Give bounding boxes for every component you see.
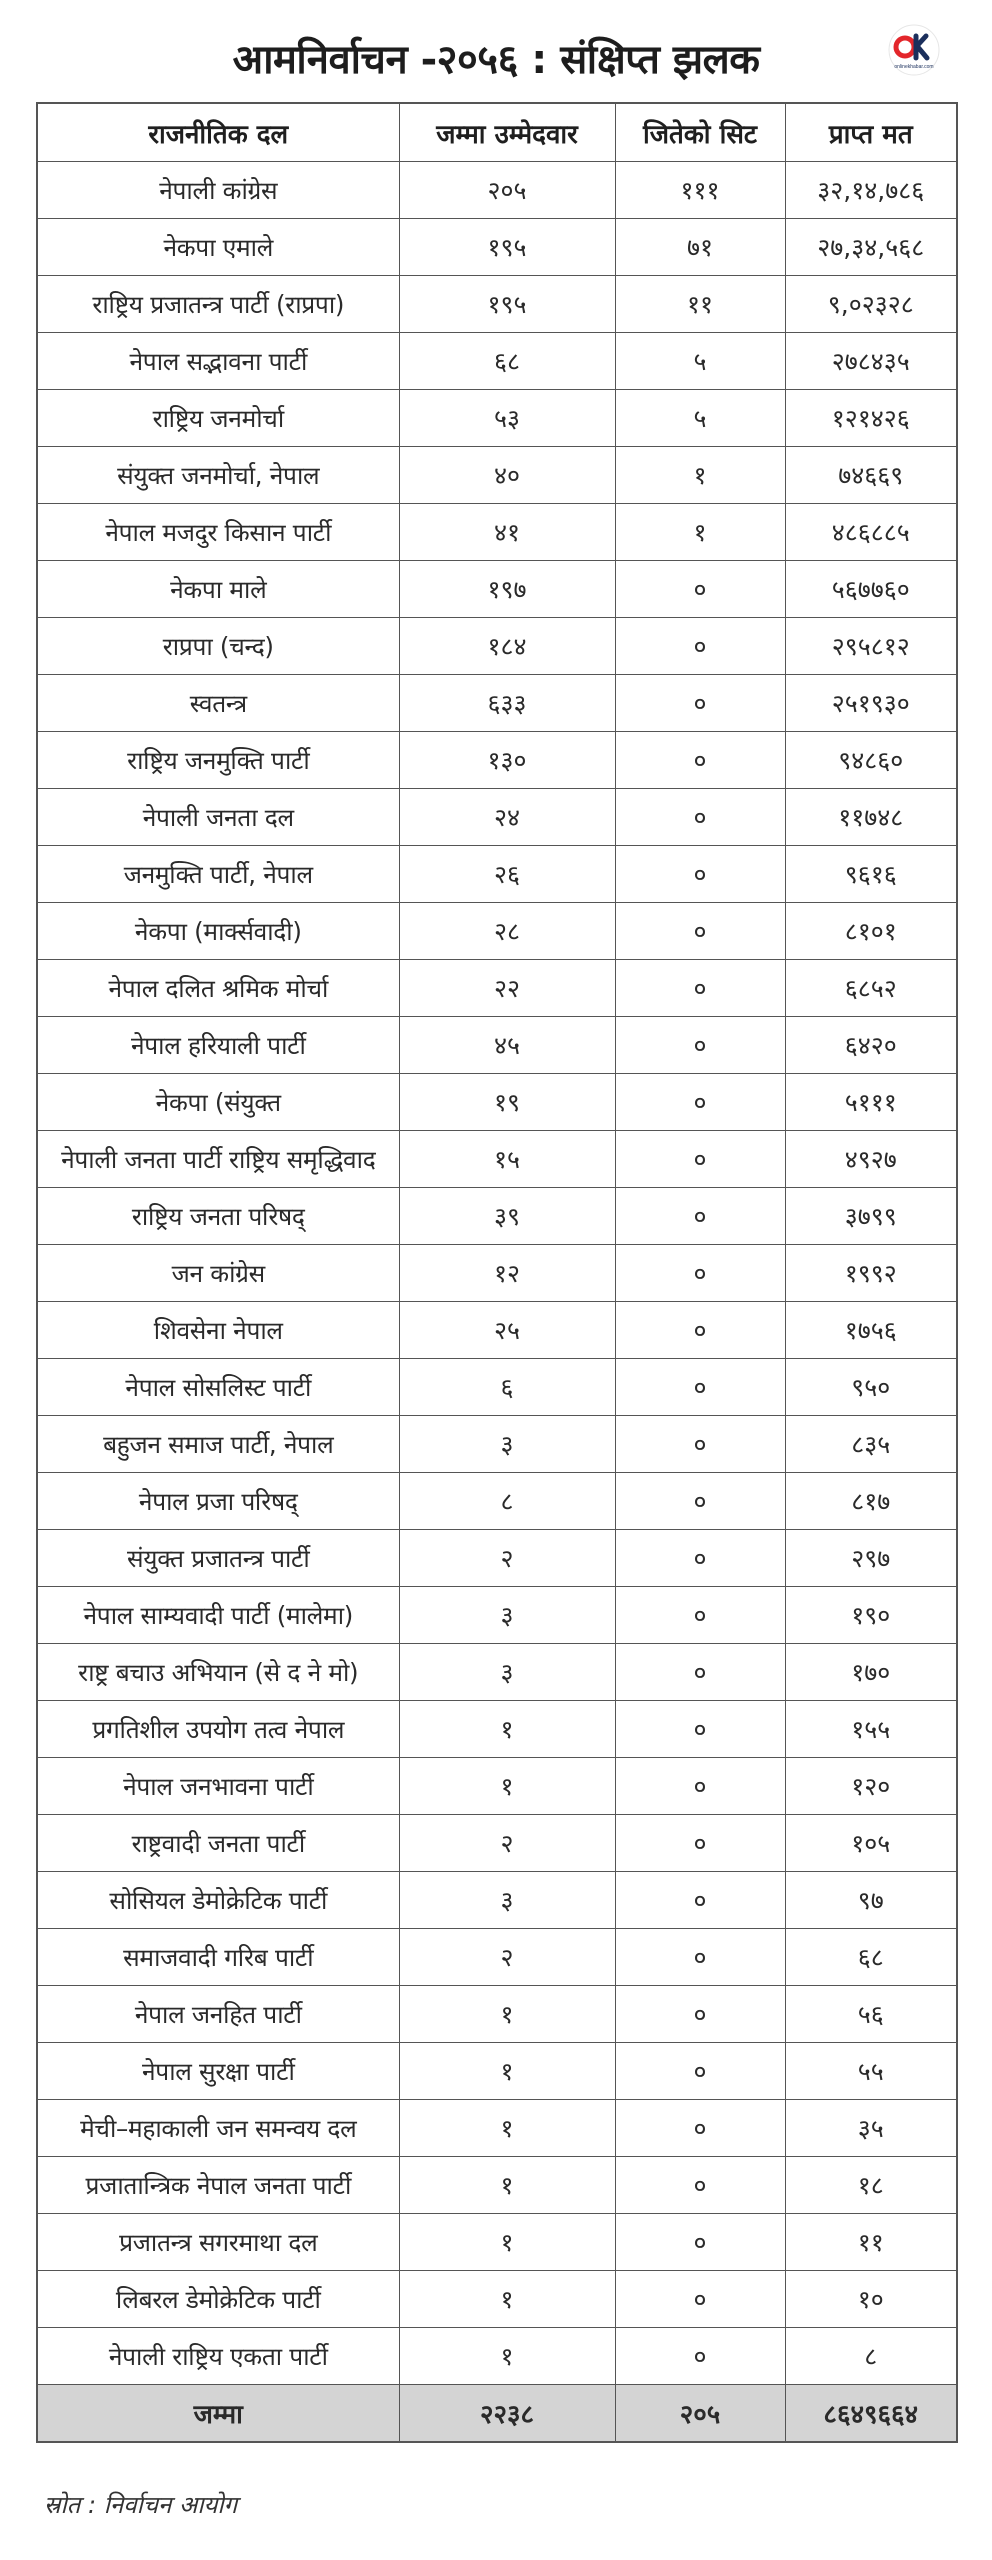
candidate-count: ६३३: [399, 675, 615, 732]
candidate-count: ४५: [399, 1017, 615, 1074]
table-row: [37, 219, 957, 276]
seats-won: ०: [615, 1587, 785, 1644]
table-row: [37, 1017, 957, 1074]
seats-won: ०: [615, 1872, 785, 1929]
candidate-count: १: [399, 2328, 615, 2385]
seats-won: ०: [615, 1530, 785, 1587]
table-row: [37, 2157, 957, 2214]
seats-won: ०: [615, 1473, 785, 1530]
seats-won: ०: [615, 1986, 785, 2043]
votes-received: ३७९९: [785, 1188, 957, 1245]
candidate-count: १९५: [399, 219, 615, 276]
seats-won: ०: [615, 2100, 785, 2157]
seats-won: ७१: [615, 219, 785, 276]
party-name: नेकपा (संयुक्त: [37, 1074, 399, 1131]
votes-received: ७४६६९: [785, 447, 957, 504]
seats-won: ०: [615, 1245, 785, 1302]
seats-won: ०: [615, 1131, 785, 1188]
votes-received: ८१०१: [785, 903, 957, 960]
seats-won: ०: [615, 903, 785, 960]
table-row: [37, 1188, 957, 1245]
seats-won: ०: [615, 2271, 785, 2328]
votes-received: ५६: [785, 1986, 957, 2043]
party-name: नेपाली राष्ट्रिय एकता पार्टी: [37, 2328, 399, 2385]
candidate-count: १: [399, 2157, 615, 2214]
party-name: नेपाल जनभावना पार्टी: [37, 1758, 399, 1815]
candidate-count: १: [399, 1701, 615, 1758]
table-row: [37, 1530, 957, 1587]
votes-received: ९७: [785, 1872, 957, 1929]
column-header-candidates: जम्मा उम्मेदवार: [399, 103, 615, 162]
party-name: नेकपा माले: [37, 561, 399, 618]
total-row: [37, 2385, 957, 2443]
table-row: [37, 1701, 957, 1758]
seats-won: ०: [615, 1188, 785, 1245]
votes-received: ९,०२३२८: [785, 276, 957, 333]
votes-received: ५६७७६०: [785, 561, 957, 618]
votes-received: ६८५२: [785, 960, 957, 1017]
party-name: जनमुक्ति पार्टी, नेपाल: [37, 846, 399, 903]
seats-won: ०: [615, 1758, 785, 1815]
seats-won: ०: [615, 960, 785, 1017]
logo-subtext: onlinekhabar.com: [894, 64, 934, 70]
table-row: [37, 2328, 957, 2385]
column-header-votes: प्राप्त मत: [785, 103, 957, 162]
party-name: नेपाल प्रजा परिषद्: [37, 1473, 399, 1530]
header: [0, 0, 992, 100]
votes-received: २५१९३०: [785, 675, 957, 732]
table-row: [37, 1473, 957, 1530]
votes-received: ८३५: [785, 1416, 957, 1473]
party-name: राष्ट्र बचाउ अभियान (से द ने मो): [37, 1644, 399, 1701]
candidate-count: १३०: [399, 732, 615, 789]
candidate-count: ८: [399, 1473, 615, 1530]
party-name: सोसियल डेमोक्रेटिक पार्टी: [37, 1872, 399, 1929]
party-name: संयुक्त जनमोर्चा, नेपाल: [37, 447, 399, 504]
election-results-table: [36, 102, 958, 2443]
candidate-count: १९५: [399, 276, 615, 333]
candidate-count: १: [399, 1986, 615, 2043]
votes-received: ३२,१४,७८६: [785, 162, 957, 219]
seats-won: ०: [615, 1359, 785, 1416]
party-name: राष्ट्रिय प्रजातन्त्र पार्टी (राप्रपा): [37, 276, 399, 333]
votes-received: ८१७: [785, 1473, 957, 1530]
source-note: स्रोत : निर्वाचन आयोग: [44, 2491, 238, 2519]
party-name: राष्ट्रवादी जनता पार्टी: [37, 1815, 399, 1872]
votes-received: ५१११: [785, 1074, 957, 1131]
candidate-count: १: [399, 2271, 615, 2328]
total-candidates: २२३८: [399, 2385, 615, 2443]
table-row: [37, 504, 957, 561]
votes-received: १२१४२६: [785, 390, 957, 447]
party-name: संयुक्त प्रजातन्त्र पार्टी: [37, 1530, 399, 1587]
seats-won: ०: [615, 1074, 785, 1131]
page-title: आमनिर्वाचन -२०५६ : संक्षिप्त झलक: [232, 37, 760, 83]
table-row: [37, 846, 957, 903]
party-name: राष्ट्रिय जनमुक्ति पार्टी: [37, 732, 399, 789]
party-name: नेपाली कांग्रेस: [37, 162, 399, 219]
table-row: [37, 162, 957, 219]
table-row: [37, 1872, 957, 1929]
table-row: [37, 1302, 957, 1359]
candidate-count: १: [399, 2100, 615, 2157]
party-name: शिवसेना नेपाल: [37, 1302, 399, 1359]
table-row: [37, 1929, 957, 1986]
candidate-count: २४: [399, 789, 615, 846]
votes-received: ९४८६०: [785, 732, 957, 789]
candidate-count: ५३: [399, 390, 615, 447]
votes-received: १७०: [785, 1644, 957, 1701]
seats-won: १११: [615, 162, 785, 219]
party-name: राष्ट्रिय जनमोर्चा: [37, 390, 399, 447]
seats-won: १: [615, 447, 785, 504]
votes-received: ११७४८: [785, 789, 957, 846]
candidate-count: २: [399, 1815, 615, 1872]
candidate-count: १: [399, 2043, 615, 2100]
candidate-count: ३: [399, 1587, 615, 1644]
party-name: नेपाल साम्यवादी पार्टी (मालेमा): [37, 1587, 399, 1644]
table-row: [37, 1644, 957, 1701]
table-row: [37, 675, 957, 732]
candidate-count: ४१: [399, 504, 615, 561]
seats-won: ०: [615, 561, 785, 618]
votes-received: २७८४३५: [785, 333, 957, 390]
party-name: नेपाल मजदुर किसान पार्टी: [37, 504, 399, 561]
votes-received: ४८६८८५: [785, 504, 957, 561]
votes-received: ११: [785, 2214, 957, 2271]
table-row: [37, 732, 957, 789]
table-row: [37, 960, 957, 1017]
seats-won: ०: [615, 618, 785, 675]
candidate-count: ३: [399, 1416, 615, 1473]
party-name: प्रजातान्त्रिक नेपाल जनता पार्टी: [37, 2157, 399, 2214]
party-name: स्वतन्त्र: [37, 675, 399, 732]
table-row: [37, 333, 957, 390]
seats-won: ०: [615, 1302, 785, 1359]
table-row: [37, 390, 957, 447]
votes-received: २९७: [785, 1530, 957, 1587]
candidate-count: १: [399, 2214, 615, 2271]
table-row: [37, 447, 957, 504]
votes-received: ५५: [785, 2043, 957, 2100]
table-row: [37, 2043, 957, 2100]
party-name: नेपाल सोसलिस्ट पार्टी: [37, 1359, 399, 1416]
votes-received: २७,३४,५६८: [785, 219, 957, 276]
votes-received: १९९२: [785, 1245, 957, 1302]
seats-won: ०: [615, 1701, 785, 1758]
seats-won: ०: [615, 789, 785, 846]
table-row: [37, 618, 957, 675]
table-row: [37, 1131, 957, 1188]
table-row: [37, 276, 957, 333]
seats-won: ०: [615, 675, 785, 732]
votes-received: १२०: [785, 1758, 957, 1815]
seats-won: ०: [615, 1929, 785, 1986]
seats-won: ५: [615, 390, 785, 447]
party-name: नेपाल सुरक्षा पार्टी: [37, 2043, 399, 2100]
table-row: [37, 1245, 957, 1302]
party-name: नेपाल सद्भावना पार्टी: [37, 333, 399, 390]
candidate-count: ४०: [399, 447, 615, 504]
seats-won: १: [615, 504, 785, 561]
table-row: [37, 2214, 957, 2271]
party-name: राष्ट्रिय जनता परिषद्: [37, 1188, 399, 1245]
votes-received: १५५: [785, 1701, 957, 1758]
seats-won: ०: [615, 846, 785, 903]
seats-won: ०: [615, 2043, 785, 2100]
total-votes: ८६४९६६४: [785, 2385, 957, 2443]
votes-received: ६४२०: [785, 1017, 957, 1074]
seats-won: ०: [615, 1644, 785, 1701]
seats-won: ०: [615, 1815, 785, 1872]
candidate-count: २८: [399, 903, 615, 960]
party-name: नेकपा एमाले: [37, 219, 399, 276]
candidate-count: १९७: [399, 561, 615, 618]
column-header-party: राजनीतिक दल: [37, 103, 399, 162]
candidate-count: ३: [399, 1872, 615, 1929]
table-row: [37, 561, 957, 618]
onlinekhabar-logo: [883, 24, 945, 80]
seats-won: ०: [615, 732, 785, 789]
seats-won: ०: [615, 2214, 785, 2271]
votes-received: ३५: [785, 2100, 957, 2157]
table-row: [37, 1815, 957, 1872]
seats-won: ११: [615, 276, 785, 333]
table-row: [37, 1359, 957, 1416]
votes-received: ९५०: [785, 1359, 957, 1416]
votes-received: ९६१६: [785, 846, 957, 903]
total-label: जम्मा: [37, 2385, 399, 2443]
votes-received: २९५८१२: [785, 618, 957, 675]
table-row: [37, 1416, 957, 1473]
votes-received: १८: [785, 2157, 957, 2214]
table-row: [37, 1074, 957, 1131]
candidate-count: २: [399, 1929, 615, 1986]
candidate-count: ३: [399, 1644, 615, 1701]
party-name: राप्रपा (चन्द): [37, 618, 399, 675]
candidate-count: २०५: [399, 162, 615, 219]
candidate-count: १९: [399, 1074, 615, 1131]
table-row: [37, 1986, 957, 2043]
votes-received: ८: [785, 2328, 957, 2385]
votes-received: ६८: [785, 1929, 957, 1986]
party-name: नेपाली जनता पार्टी राष्ट्रिय समृद्धिवाद: [37, 1131, 399, 1188]
candidate-count: १: [399, 1758, 615, 1815]
candidate-count: १२: [399, 1245, 615, 1302]
seats-won: ०: [615, 1416, 785, 1473]
votes-received: १०५: [785, 1815, 957, 1872]
seats-won: ०: [615, 1017, 785, 1074]
votes-received: १९०: [785, 1587, 957, 1644]
candidate-count: १५: [399, 1131, 615, 1188]
party-name: प्रगतिशील उपयोग तत्व नेपाल: [37, 1701, 399, 1758]
party-name: नेपाली जनता दल: [37, 789, 399, 846]
party-name: बहुजन समाज पार्टी, नेपाल: [37, 1416, 399, 1473]
party-name: मेची–महाकाली जन समन्वय दल: [37, 2100, 399, 2157]
candidate-count: १८४: [399, 618, 615, 675]
total-seats: २०५: [615, 2385, 785, 2443]
seats-won: ५: [615, 333, 785, 390]
votes-received: १०: [785, 2271, 957, 2328]
candidate-count: २५: [399, 1302, 615, 1359]
party-name: नेपाल जनहित पार्टी: [37, 1986, 399, 2043]
table-row: [37, 2271, 957, 2328]
table-row: [37, 1587, 957, 1644]
seats-won: ०: [615, 2157, 785, 2214]
candidate-count: ६८: [399, 333, 615, 390]
party-name: प्रजातन्त्र सगरमाथा दल: [37, 2214, 399, 2271]
table-row: [37, 789, 957, 846]
seats-won: ०: [615, 2328, 785, 2385]
candidate-count: ३९: [399, 1188, 615, 1245]
party-name: जन कांग्रेस: [37, 1245, 399, 1302]
party-name: नेकपा (मार्क्सवादी): [37, 903, 399, 960]
votes-received: १७५६: [785, 1302, 957, 1359]
candidate-count: २: [399, 1530, 615, 1587]
candidate-count: २२: [399, 960, 615, 1017]
votes-received: ४९२७: [785, 1131, 957, 1188]
table-row: [37, 903, 957, 960]
table-row: [37, 1758, 957, 1815]
party-name: लिबरल डेमोक्रेटिक पार्टी: [37, 2271, 399, 2328]
party-name: समाजवादी गरिब पार्टी: [37, 1929, 399, 1986]
candidate-count: ६: [399, 1359, 615, 1416]
party-name: नेपाल दलित श्रमिक मोर्चा: [37, 960, 399, 1017]
table-row: [37, 2100, 957, 2157]
column-header-seats: जितेको सिट: [615, 103, 785, 162]
candidate-count: २६: [399, 846, 615, 903]
table-header-row: [37, 103, 957, 162]
party-name: नेपाल हरियाली पार्टी: [37, 1017, 399, 1074]
